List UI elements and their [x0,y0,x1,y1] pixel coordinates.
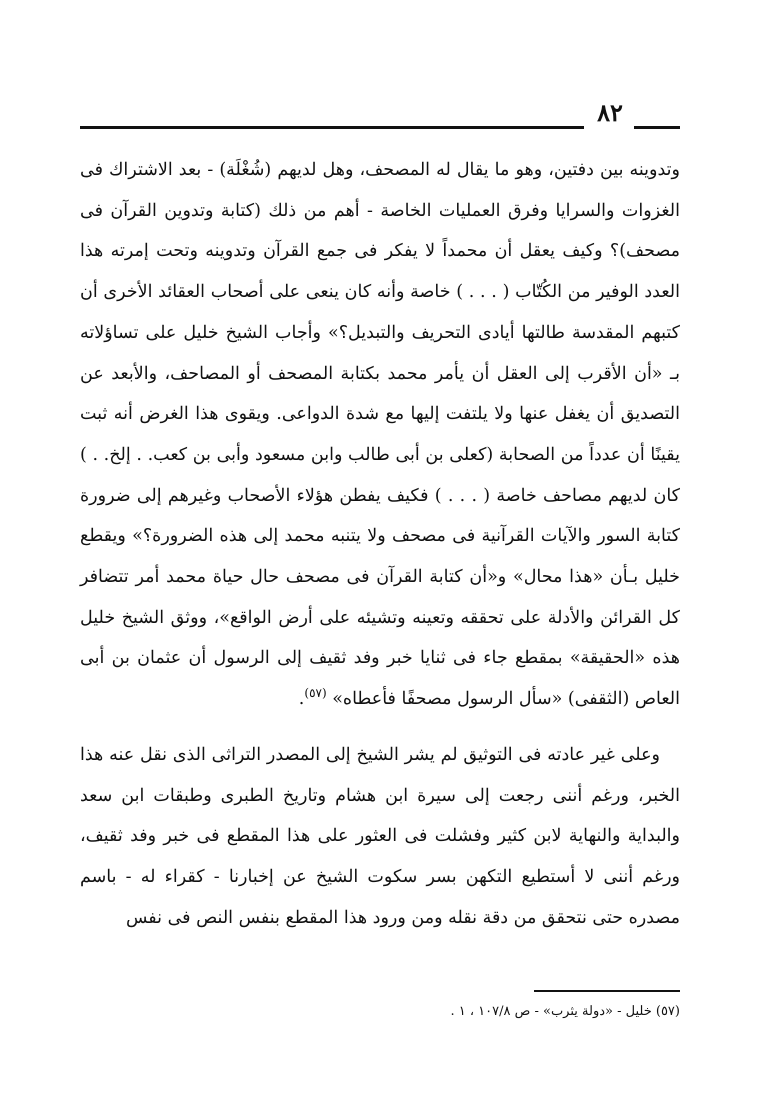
paragraph-2: وعلى غير عادته فى التوثيق لم يشر الشيخ إلى المصدر التراثى الذى نقل عنه هذا الخبر، ورغم أننى رجعت إلى سيرة ابن هشام وتاريخ الطبرى وطبقات ابن سعد والبداية والنهاية لابن كثير وفشلت فى العثور على هذا المقطع فى خبر وفد ثقيف، ورغم أننى لا أستطيع التكهن بسر سكوت الشيخ عن إخبارنا - كقراء له - باسم مصدره حتى نتحقق من دقة نقله ومن ورود هذا المقطع بنفس النص فى نفس [80,744,680,928]
page-number: ٨٢ [597,98,623,127]
header-rule-short [634,126,680,129]
page-header [80,92,680,132]
footnote: (٥٧) خليل - «دولة يثرب» - ص ١٠٧/٨ ، ١ . [450,1004,680,1019]
paragraph-1 [80,150,680,720]
paragraph-1-end: . [298,689,305,710]
footnote-rule [534,990,680,992]
header-rule-long [80,126,584,129]
body-text [80,150,680,938]
footnote-reference: (٥٧) [304,686,327,701]
paragraph-1-text: وتدوينه بين دفتين، وهو ما يقال له المصحف، وهل لديهم (شُغْلَة) - بعد الاشتراك فى الغزوات والسرايا وفرق العمليات الخاصة - أهم من ذلك (كتابة وتدوين القرآن فى مصحف)؟ وكيف يعقل أن محمداً لا يفكر فى جمع القرآن وتدوينه وتحت إمرته هذا العدد الوفير من الكُتّاب ( . . . ) خاصة وأنه كان ينعى على أصحاب العقائد الأخرى أن كتبهم المقدسة طالتها أيادى التحريف والتبديل؟» وأجاب الشيخ خليل على تساؤلاته بـ «أن الأقرب إلى العقل أن يأمر محمد بكتابة المصحف أو المصاحف، والأبعد عن التصديق أن يغفل عنها ولا يلتفت إليها مع شدة الدواعى. ويقوى هذا الغرض أنه ثبت يقينًا أن عدداً من الصحابة (كعلى بن أبى طالب وابن مسعود وأبى بن كعب. . إلخ. . ) كان لديهم مصاحف خاصة ( . . . ) فكيف يفطن هؤلاء الأصحاب وغيرهم إلى ضرورة كتابة السور والآيات القرآنية فى مصحف ولا يتنبه محمد إلى هذه الضرورة؟» ويقطع خليل بـأن «هذا محال» و«أن كتابة القرآن فى مصحف حال حياة محمد أمر تتضافر كل القرائن والأدلة على تحققه وتعينه وتشيئه على أرض الواقع»، ووثق الشيخ خليل هذه «الحقيقة» بمقطع جاء فى ثنايا خبر وفد ثقيف إلى الرسول أن عثمان بن أبى العاص (الثقفى) «سأل الرسول مصحفًا فأعطاه» [80,160,680,710]
